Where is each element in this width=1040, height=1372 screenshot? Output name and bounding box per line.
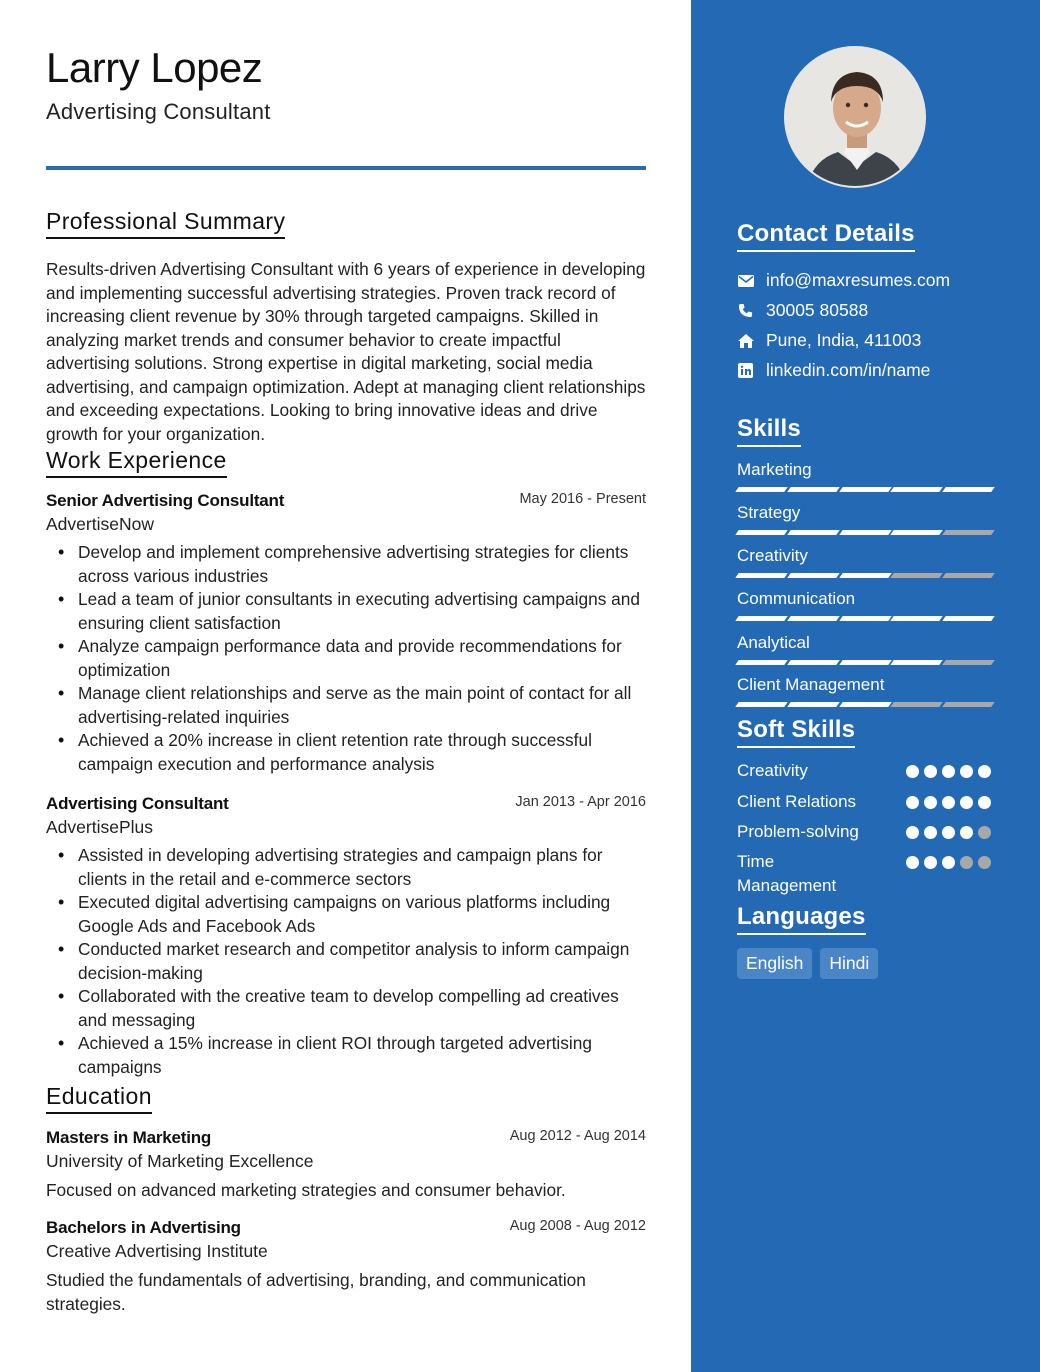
job-date: May 2016 - Present <box>519 491 646 507</box>
rating-segment-empty <box>942 573 994 578</box>
rating-segment-filled <box>735 702 787 707</box>
language-list <box>737 948 878 979</box>
bullet-item: • Manage client relationships and serve as the main point of contact for all advertising-related inquiries <box>46 682 646 729</box>
school-name: Creative Advertising Institute <box>46 1241 268 1261</box>
school-name: University of Marketing Excellence <box>46 1151 314 1171</box>
language-tag: Hindi <box>820 948 878 979</box>
bullet-item: • Achieved a 20% increase in client retention rate through successful campaign execution and performance analysis <box>46 729 646 776</box>
envelope-icon <box>737 272 754 289</box>
rating-segment-filled <box>839 702 891 707</box>
skill-label: Marketing <box>737 460 812 479</box>
skill-label: Analytical <box>737 633 810 652</box>
phone-icon <box>737 302 754 319</box>
bullet-item: • Develop and implement comprehensive advertising strategies for clients across various industries <box>46 541 646 588</box>
soft-skill-item <box>737 850 987 898</box>
rating-dot-filled <box>906 826 919 839</box>
rating-dot-filled <box>960 765 973 778</box>
rating-segment-empty <box>942 702 994 707</box>
languages-heading: Languages <box>737 903 866 935</box>
rating-dot-filled <box>960 796 973 809</box>
rating-segment-filled <box>787 487 839 492</box>
bullet-item: • Lead a team of junior consultants in executing advertising campaigns and ensuring client satisfaction <box>46 588 646 635</box>
rating-segment-filled <box>891 660 943 665</box>
bullet-item: • Achieved a 15% increase in client ROI through targeted advertising campaigns <box>46 1032 646 1079</box>
rating-segment-filled <box>891 487 943 492</box>
soft-skill-label: Time Management <box>737 852 837 895</box>
summary-text: Results-driven Advertising Consultant with 6 years of experience in developing and implementing successful advertising strategies. Proven track record of increasing client revenue by 30% through targeted campaigns. Skilled in analyzing market trends and consumer behavior to create impactful advertising solutions. Strong expertise in digital marketing, social media advertising, and campaign optimization. Adept at managing client relationships and exceeding expectations. Looking to bring innovative ideas and drive growth for your organization. <box>46 259 646 444</box>
soft-skill-label: Client Relations <box>737 792 857 811</box>
rating-dot-filled <box>942 826 955 839</box>
soft-skill-item <box>737 820 987 844</box>
soft-skill-rating-dots <box>906 826 991 839</box>
soft-skill-item <box>737 790 987 814</box>
soft-skill-rating-dots <box>906 796 991 809</box>
rating-dot-filled <box>960 826 973 839</box>
soft-skill-label: Creativity <box>737 761 808 780</box>
rating-segment-filled <box>735 530 787 535</box>
rating-segment-filled <box>839 487 891 492</box>
soft-skill-rating-dots <box>906 765 991 778</box>
rating-dot-empty <box>960 856 973 869</box>
rating-dot-filled <box>906 856 919 869</box>
rating-segment-filled <box>735 616 787 621</box>
rating-segment-filled <box>787 616 839 621</box>
rating-segment-empty <box>891 573 943 578</box>
skill-rating-bar <box>737 660 993 665</box>
job-title: Advertising Consultant <box>46 794 229 813</box>
rating-dot-filled <box>978 765 991 778</box>
education-entry <box>46 1218 646 1316</box>
skill-item <box>737 589 993 621</box>
rating-dot-filled <box>942 765 955 778</box>
job-entry <box>46 491 646 776</box>
degree-date: Aug 2012 - Aug 2014 <box>509 1128 646 1144</box>
rating-dot-filled <box>942 796 955 809</box>
skill-label: Client Management <box>737 675 885 694</box>
skill-item <box>737 460 993 492</box>
rating-dot-filled <box>924 826 937 839</box>
degree-description: Studied the fundamentals of advertising, branding, and communication strategies. <box>46 1270 586 1314</box>
rating-dot-filled <box>906 796 919 809</box>
skills-heading: Skills <box>737 415 801 447</box>
contact-address <box>737 330 921 351</box>
degree-title: Masters in Marketing <box>46 1128 212 1147</box>
language-tag: English <box>737 948 812 979</box>
rating-segment-filled <box>891 530 943 535</box>
skill-item <box>737 675 993 707</box>
rating-segment-filled <box>839 573 891 578</box>
degree-date: Aug 2008 - Aug 2012 <box>509 1218 646 1234</box>
skill-label: Creativity <box>737 546 808 565</box>
rating-dot-filled <box>906 765 919 778</box>
sidebar <box>691 0 1040 1372</box>
candidate-name: Larry Lopez <box>46 44 263 91</box>
rating-dot-empty <box>978 856 991 869</box>
job-entry <box>46 794 646 1079</box>
bullet-item: • Collaborated with the creative team to develop compelling ad creatives and messaging <box>46 985 646 1032</box>
contact-linkedin[interactable] <box>737 360 930 381</box>
skill-rating-bar <box>737 530 993 535</box>
linkedin-icon <box>737 362 754 379</box>
contact-linkedin-text: linkedin.com/in/name <box>766 360 931 380</box>
summary-heading: Professional Summary <box>46 208 285 239</box>
job-company: AdvertiseNow <box>46 514 154 534</box>
bullet-item: • Executed digital advertising campaigns on various platforms including Google Ads and Facebook Ads <box>46 891 646 938</box>
header-divider <box>46 166 646 170</box>
rating-dot-filled <box>924 856 937 869</box>
contact-heading: Contact Details <box>737 220 915 252</box>
job-bullets <box>46 844 646 1079</box>
rating-segment-filled <box>787 530 839 535</box>
education-entry <box>46 1128 646 1202</box>
degree-title: Bachelors in Advertising <box>46 1218 241 1237</box>
rating-dot-empty <box>978 826 991 839</box>
bullet-item: • Assisted in developing advertising strategies and campaign plans for clients in the retail and e-commerce sectors <box>46 844 646 891</box>
bullet-item: • Conducted market research and competitor analysis to inform campaign decision-making <box>46 938 646 985</box>
skill-rating-bar <box>737 573 993 578</box>
bullet-item: • Analyze campaign performance data and provide recommendations for optimization <box>46 635 646 682</box>
education-heading: Education <box>46 1083 152 1114</box>
job-date: Jan 2013 - Apr 2016 <box>515 794 646 810</box>
rating-segment-empty <box>891 702 943 707</box>
soft-skills-heading: Soft Skills <box>737 716 855 748</box>
contact-phone-text: 30005 80588 <box>766 300 869 320</box>
job-bullets <box>46 541 646 776</box>
home-icon <box>737 332 754 349</box>
rating-segment-filled <box>891 616 943 621</box>
rating-segment-filled <box>735 487 787 492</box>
rating-segment-filled <box>787 660 839 665</box>
rating-dot-filled <box>942 856 955 869</box>
rating-segment-filled <box>839 660 891 665</box>
skill-rating-bar <box>737 487 993 492</box>
skill-item <box>737 503 993 535</box>
rating-segment-filled <box>787 702 839 707</box>
rating-segment-filled <box>735 573 787 578</box>
skill-rating-bar <box>737 616 993 621</box>
experience-heading: Work Experience <box>46 447 227 478</box>
rating-segment-filled <box>735 660 787 665</box>
skill-item <box>737 546 993 578</box>
skill-rating-bar <box>737 702 993 707</box>
job-company: AdvertisePlus <box>46 817 153 837</box>
degree-description: Focused on advanced marketing strategies and consumer behavior. <box>46 1180 566 1200</box>
person-portrait-icon <box>786 48 926 188</box>
rating-segment-filled <box>942 616 994 621</box>
rating-segment-empty <box>942 530 994 535</box>
rating-dot-filled <box>924 765 937 778</box>
skill-label: Communication <box>737 589 856 608</box>
skill-label: Strategy <box>737 503 801 522</box>
soft-skill-rating-dots <box>906 856 991 869</box>
profile-photo <box>784 46 926 188</box>
rating-segment-filled <box>942 487 994 492</box>
skill-item <box>737 633 993 665</box>
contact-email-text: info@maxresumes.com <box>766 270 951 290</box>
rating-segment-filled <box>839 616 891 621</box>
rating-segment-filled <box>787 573 839 578</box>
rating-dot-filled <box>924 796 937 809</box>
soft-skill-label: Problem-solving <box>737 822 859 841</box>
soft-skill-item <box>737 759 987 783</box>
candidate-title: Advertising Consultant <box>46 99 271 124</box>
rating-segment-filled <box>839 530 891 535</box>
job-title: Senior Advertising Consultant <box>46 491 285 510</box>
contact-phone[interactable] <box>737 300 868 321</box>
contact-email[interactable] <box>737 270 950 291</box>
rating-segment-empty <box>942 660 994 665</box>
contact-address-text: Pune, India, 411003 <box>766 330 922 350</box>
rating-dot-filled <box>978 796 991 809</box>
